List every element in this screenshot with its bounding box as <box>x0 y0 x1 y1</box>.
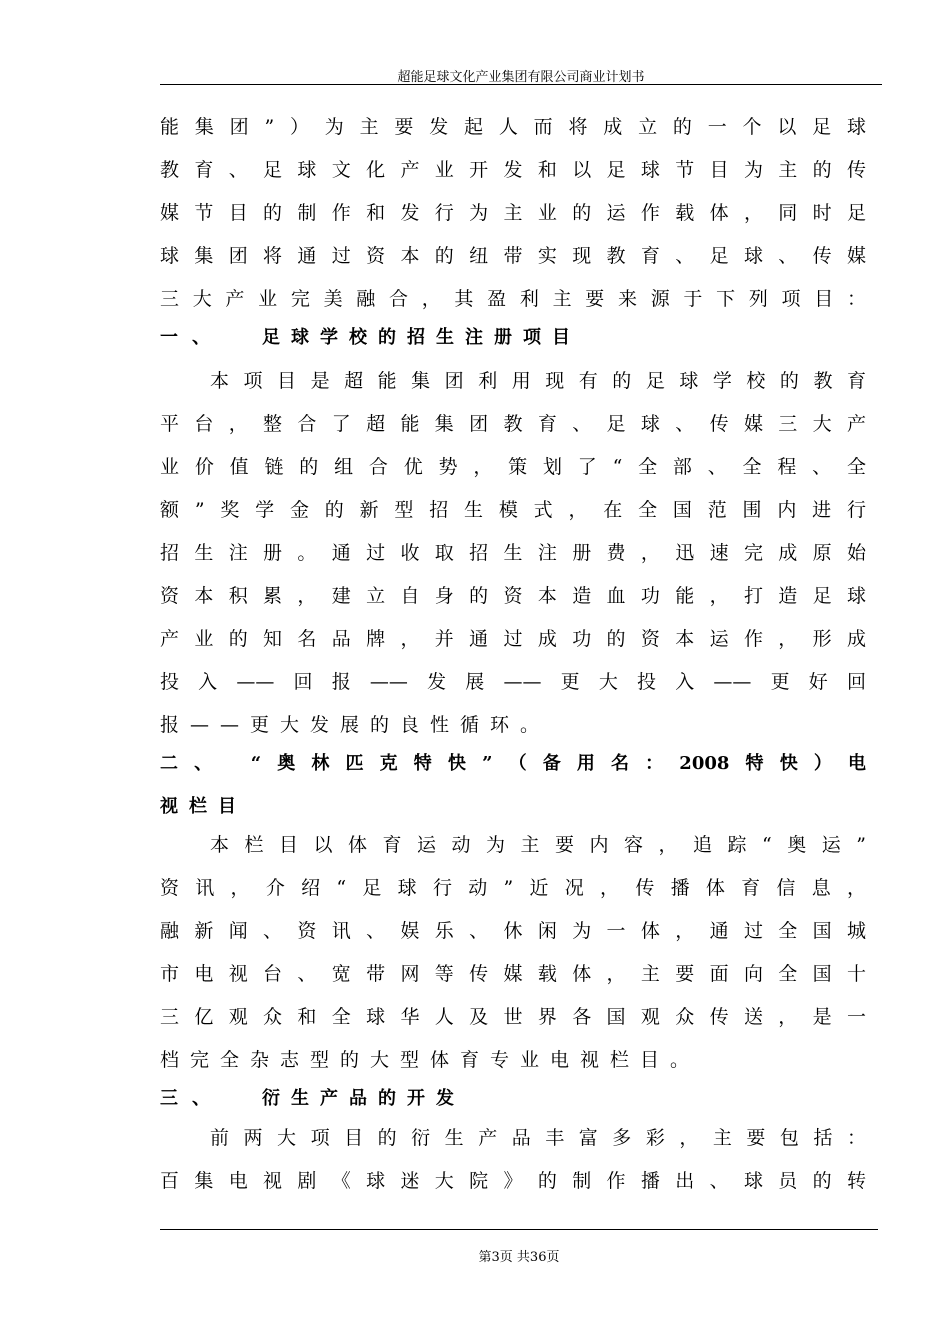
intro-line-5: 三大产业完美融合，其盈利主要来源于下列项目： <box>160 288 866 310</box>
intro-line-3: 媒节目的制作和发行为主业的运作载体，同时足 <box>160 202 866 224</box>
section-2-line-4: 市电视台、宽带网等传媒载体，主要面向全国十 <box>160 963 866 985</box>
section-2-line-5: 三亿观众和全球华人及世界各国观众传送，是一 <box>160 1006 866 1028</box>
section-1-line-1: 本项目是超能集团利用现有的足球学校的教育 <box>210 370 866 392</box>
page-number: 第3页 共36页 <box>478 1250 560 1265</box>
section-2-heading-line-1: 二、 “奥林匹克特快”（备用名：2008特快）电 <box>160 753 866 774</box>
section-3-line-1: 前两大项目的衍生产品丰富多彩，主要包括： <box>210 1127 866 1149</box>
section-2-line-2: 资讯，介绍“足球行动”近况，传播体育信息， <box>160 877 866 899</box>
section-1-line-8: 投入——回报——发展——更大投入——更好回 <box>160 671 866 693</box>
section-1-line-3: 业价值链的组合优势，策划了“全部、全程、全 <box>160 456 866 478</box>
section-3-title: 衍生产品的开发 <box>262 1088 465 1109</box>
section-2-line-6: 档完全杂志型的大型体育专业电视栏目。 <box>160 1049 701 1071</box>
section-1-line-5: 招生注册。通过收取招生注册费，迅速完成原始 <box>160 542 866 564</box>
section-1-title: 足球学校的招生注册项目 <box>262 327 581 348</box>
section-3-line-2: 百集电视剧《球迷大院》的制作播出、球员的转 <box>160 1170 866 1192</box>
section-1-line-6: 资本积累，建立自身的资本造血功能，打造足球 <box>160 585 866 607</box>
section-1-line-4: 额”奖学金的新型招生模式，在全国范围内进行 <box>160 499 866 521</box>
intro-line-1: 能集团”）为主要发起人而将成立的一个以足球 <box>160 116 866 138</box>
section-2-line-1: 本栏目以体育运动为主要内容，追踪“奥运” <box>210 834 866 856</box>
section-1-line-9: 报——更大发展的良性循环。 <box>160 714 551 736</box>
section-2-line-3: 融新闻、资讯、娱乐、休闲为一体，通过全国城 <box>160 920 866 942</box>
page-header-title: 超能足球文化产业集团有限公司商业计划书 <box>397 70 645 85</box>
section-3-number: 三、 <box>160 1088 224 1109</box>
section-1-line-7: 产业的知名品牌，并通过成功的资本运作，形成 <box>160 628 866 650</box>
intro-line-4: 球集团将通过资本的纽带实现教育、足球、传媒 <box>160 245 866 267</box>
section-1-line-2: 平台，整合了超能集团教育、足球、传媒三大产 <box>160 413 866 435</box>
header-rule <box>160 84 882 85</box>
intro-line-2: 教育、足球文化产业开发和以足球节目为主的传 <box>160 159 866 181</box>
section-1-number: 一、 <box>160 327 224 348</box>
footer-rule <box>160 1229 878 1230</box>
section-2-heading-line-2: 视栏目 <box>160 796 247 817</box>
